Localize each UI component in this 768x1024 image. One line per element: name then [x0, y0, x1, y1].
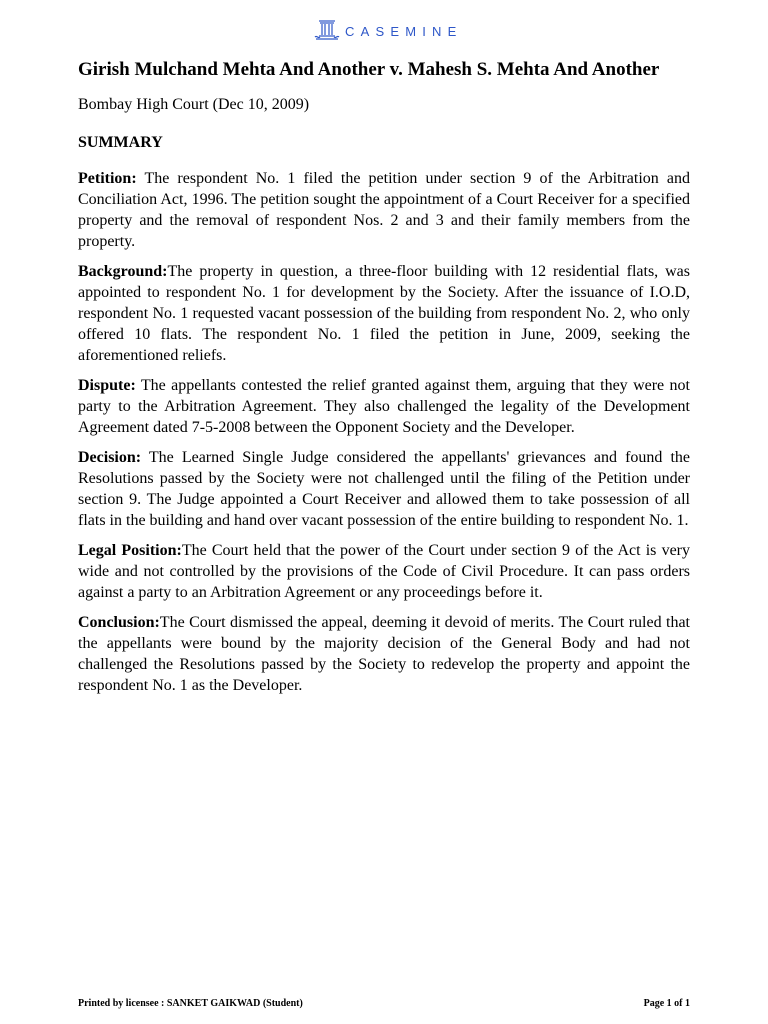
section-legal-position: [78, 540, 690, 603]
case-title: Girish Mulchand Mehta And Another v. Mahesh S. Mehta And Another: [78, 59, 660, 80]
section-petition: [78, 168, 690, 252]
section-label: Dispute:: [78, 377, 136, 394]
section-background: [78, 261, 690, 366]
section-text: The Court held that the power of the Court under section 9 of the Act is very wide and not controlled by the provisions of the Code of Civil Procedure. It can pass orders against a party to an Arbitration Agreement or any proceedings before it.: [78, 542, 690, 601]
section-text: The respondent No. 1 filed the petition under section 9 of the Arbitration and Conciliation Act, 1996. The petition sought the appointment of a Court Receiver for a specified property and the removal of respondent Nos. 2 and 3 and their family members from the property.: [78, 170, 690, 250]
brand-name: CASEMINE: [345, 23, 463, 39]
section-dispute: [78, 375, 690, 438]
printed-by-licensee: Printed by licensee : SANKET GAIKWAD (Student): [78, 998, 303, 1009]
court-and-date: Bombay High Court (Dec 10, 2009): [78, 96, 310, 113]
section-label: Petition:: [78, 170, 137, 187]
section-text: The Learned Single Judge considered the appellants' grievances and found the Resolutions passed by the Society were not challenged until the filing of the Petition under section 9. The Judge appointed a Court Receiver and allowed them to take possession of all flats in the building and hand over vacant possession of the entire building to respondent No. 1.: [78, 449, 690, 529]
section-decision: [78, 447, 690, 531]
section-label: Decision:: [78, 449, 142, 466]
casemine-logo: [313, 16, 463, 44]
pillar-building-icon: [313, 16, 341, 44]
section-label: Legal Position:: [78, 542, 182, 559]
section-conclusion: [78, 612, 690, 696]
summary-sections: [78, 168, 690, 705]
section-text: The appellants contested the relief granted against them, arguing that they were not party to the Arbitration Agreement. They also challenged the legality of the Development Agreement dated 7-5-2008 between the Opponent Society and the Developer.: [78, 377, 690, 436]
summary-heading: SUMMARY: [78, 134, 163, 151]
section-label: Background:: [78, 263, 168, 280]
section-label: Conclusion:: [78, 614, 160, 631]
section-text: The property in question, a three-floor building with 12 residential flats, was appointed to respondent No. 1 for development by the Society. After the issuance of I.O.D, respondent No. 1 requested vacant possession of the building from respondent No. 2, who only offered 10 flats. The respondent No. 1 filed the petition in June, 2009, seeking the aforementioned reliefs.: [78, 263, 690, 364]
page-number: Page 1 of 1: [643, 998, 690, 1009]
section-text: The Court dismissed the appeal, deeming it devoid of merits. The Court ruled that the appellants were bound by the majority decision of the General Body and had not challenged the Resolutions passed by the Society to redevelop the property and appoint the respondent No. 1 as the Developer.: [78, 614, 690, 694]
